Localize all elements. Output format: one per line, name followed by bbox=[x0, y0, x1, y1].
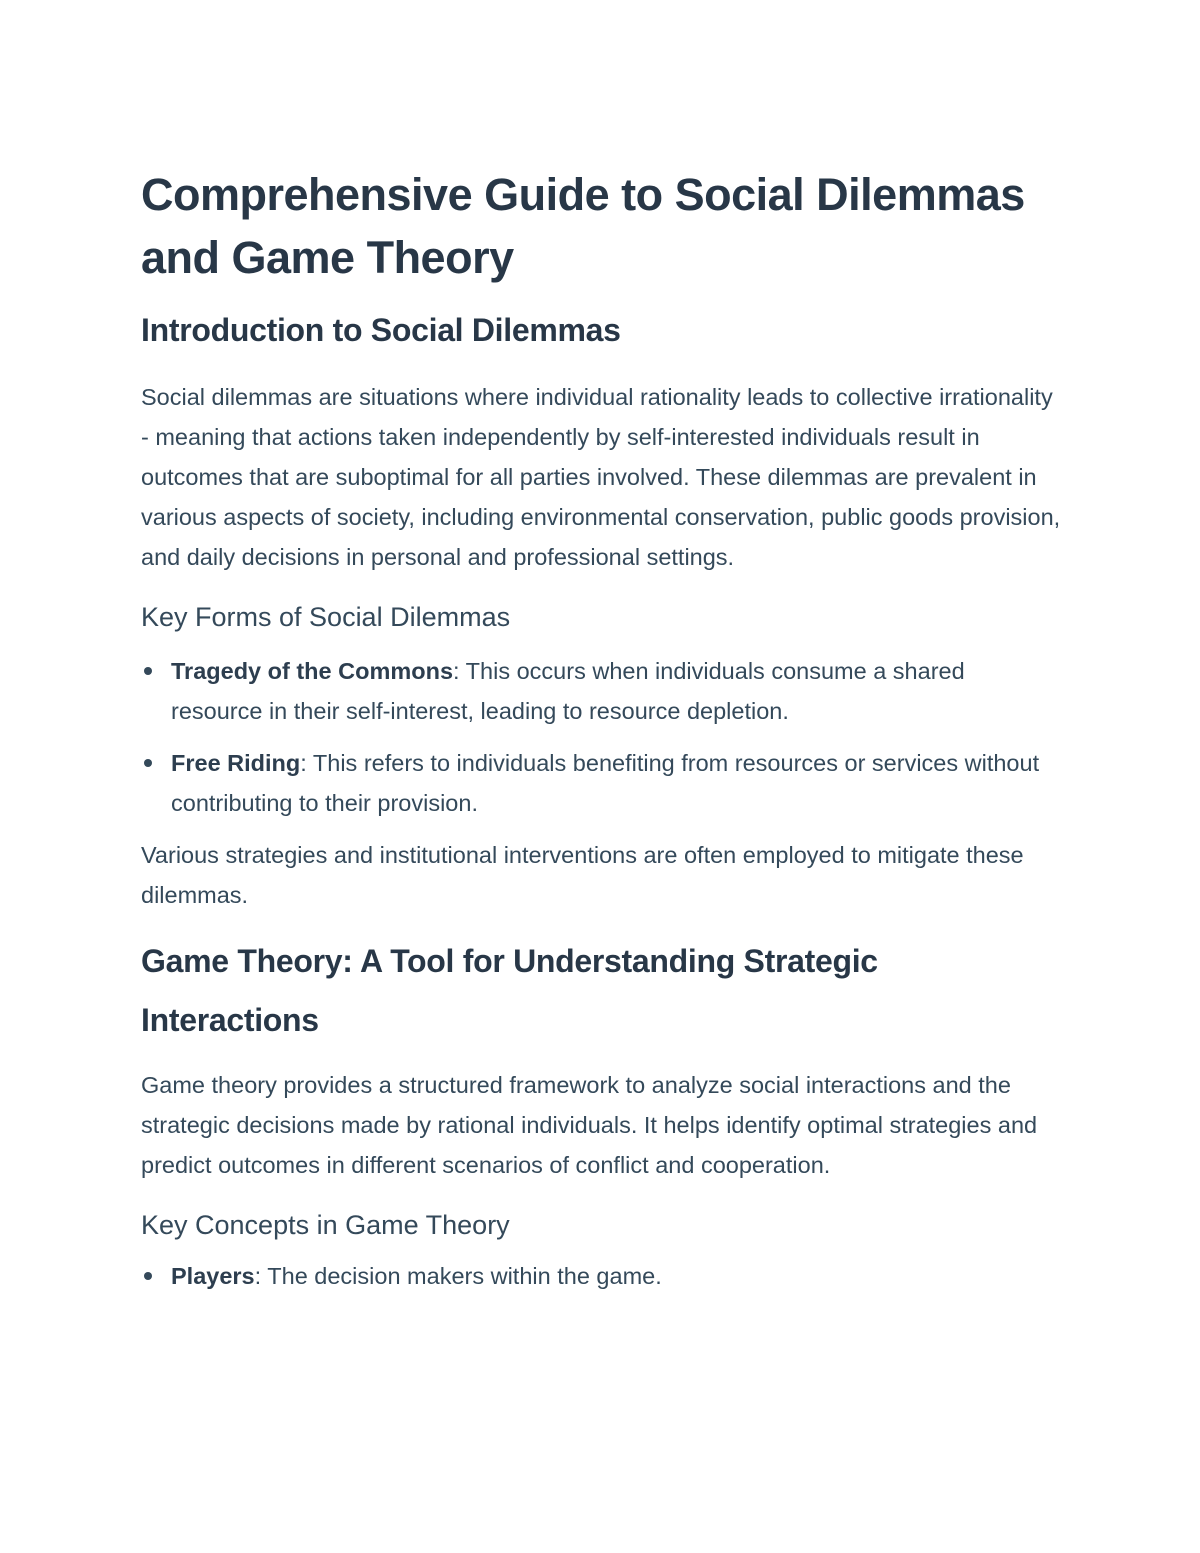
page-title: Comprehensive Guide to Social Dilemmas and Game Theory bbox=[141, 169, 1025, 283]
bullet-icon bbox=[144, 1272, 152, 1280]
key-concepts-list bbox=[141, 1256, 1061, 1296]
list-item bbox=[141, 743, 1061, 823]
list-item-term: Free Riding bbox=[171, 750, 301, 776]
document-page bbox=[141, 163, 1061, 1308]
intro-paragraph: Social dilemmas are situations where individual rationality leads to collective irrationality - meaning that actions taken independently by self-interested individuals result in outcomes that are suboptimal for all parties involved. These dilemmas are prevalent in various aspects of society, including environmental conservation, public goods provision, and daily decisions in personal and professional settings. bbox=[141, 384, 1061, 570]
list-item bbox=[141, 1256, 1061, 1296]
list-item-term: Tragedy of the Commons bbox=[171, 658, 454, 684]
game-theory-paragraph: Game theory provides a structured framework to analyze social interactions and the strategic decisions made by rational individuals. It helps identify optimal strategies and predict outcomes in different scenarios of conflict and cooperation. bbox=[141, 1072, 1038, 1178]
bullet-icon bbox=[144, 759, 152, 767]
list-item-text: : This refers to individuals benefiting from resources or services without contributing to their provision. bbox=[171, 750, 1040, 816]
list-item-text: : This occurs when individuals consume a shared resource in their self-interest, leading to resource depletion. bbox=[171, 658, 965, 724]
section-heading-social-dilemmas: Introduction to Social Dilemmas bbox=[141, 312, 621, 348]
subheading-key-concepts: Key Concepts in Game Theory bbox=[141, 1210, 510, 1240]
closing-paragraph: Various strategies and institutional interventions are often employed to mitigate these dilemmas. bbox=[141, 842, 1024, 908]
list-item-term: Players bbox=[171, 1263, 255, 1289]
list-item-text: : The decision makers within the game. bbox=[254, 1263, 662, 1289]
subheading-key-forms: Key Forms of Social Dilemmas bbox=[141, 602, 511, 632]
key-forms-list bbox=[141, 651, 1061, 823]
section-heading-game-theory: Game Theory: A Tool for Understanding Strategic Interactions bbox=[141, 943, 878, 1038]
list-item bbox=[141, 651, 1061, 731]
bullet-icon bbox=[144, 667, 152, 675]
